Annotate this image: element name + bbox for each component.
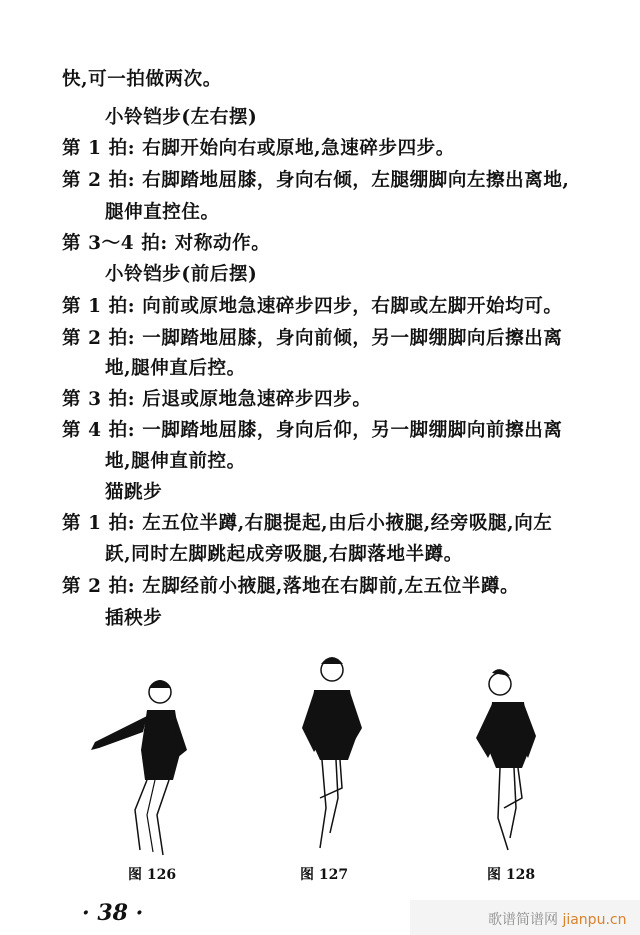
figure-caption: 图 126 xyxy=(128,867,177,883)
text-line: 第 4 拍: 一脚踏地屈膝，身向后仰，另一脚绷脚向前擦出离 xyxy=(62,420,563,441)
figure-caption: 图 127 xyxy=(300,867,349,883)
dancer-figure-127 xyxy=(290,648,370,858)
watermark-cn: 歌谱简谱网 xyxy=(488,912,558,928)
text-line: 第 2 拍: 左脚经前小掖腿,落地在右脚前,左五位半蹲。 xyxy=(62,576,520,597)
section-heading: 小铃铛步(前后摆) xyxy=(105,264,258,285)
text-line: 第 2 拍: 右脚踏地屈膝，身向右倾，左腿绷脚向左擦出离地, xyxy=(62,170,570,191)
text-line: 第 2 拍: 一脚踏地屈膝，身向前倾，另一脚绷脚向后擦出离 xyxy=(62,328,563,349)
section-heading: 猫跳步 xyxy=(105,482,163,503)
figure-caption: 图 128 xyxy=(487,867,536,883)
page-number: · 38 · xyxy=(82,900,144,926)
text-line: 第 1 拍: 右脚开始向右或原地,急速碎步四步。 xyxy=(62,138,455,159)
section-heading: 插秧步 xyxy=(105,608,163,629)
dancer-figure-126 xyxy=(85,670,195,860)
text-line: 腿伸直控住。 xyxy=(105,202,220,223)
text-line: 快,可一拍做两次。 xyxy=(62,69,222,90)
dancer-figure-128 xyxy=(470,658,560,858)
text-line: 第 1 拍: 左五位半蹲,右腿提起,由后小掖腿,经旁吸腿,向左 xyxy=(62,513,553,534)
text-line: 地,腿伸直后控。 xyxy=(105,358,246,379)
watermark xyxy=(410,900,640,935)
text-line: 第 1 拍: 向前或原地急速碎步四步，右脚或左脚开始均可。 xyxy=(62,296,563,317)
text-line: 第 3 拍: 后退或原地急速碎步四步。 xyxy=(62,389,372,410)
section-heading: 小铃铛步(左右摆) xyxy=(105,107,258,128)
text-line: 跃,同时左脚跳起成旁吸腿,右脚落地半蹲。 xyxy=(105,544,463,565)
text-line: 地,腿伸直前控。 xyxy=(105,451,246,472)
watermark-url: jianpu.cn xyxy=(562,912,627,928)
text-line: 第 3～4 拍: 对称动作。 xyxy=(62,233,271,254)
